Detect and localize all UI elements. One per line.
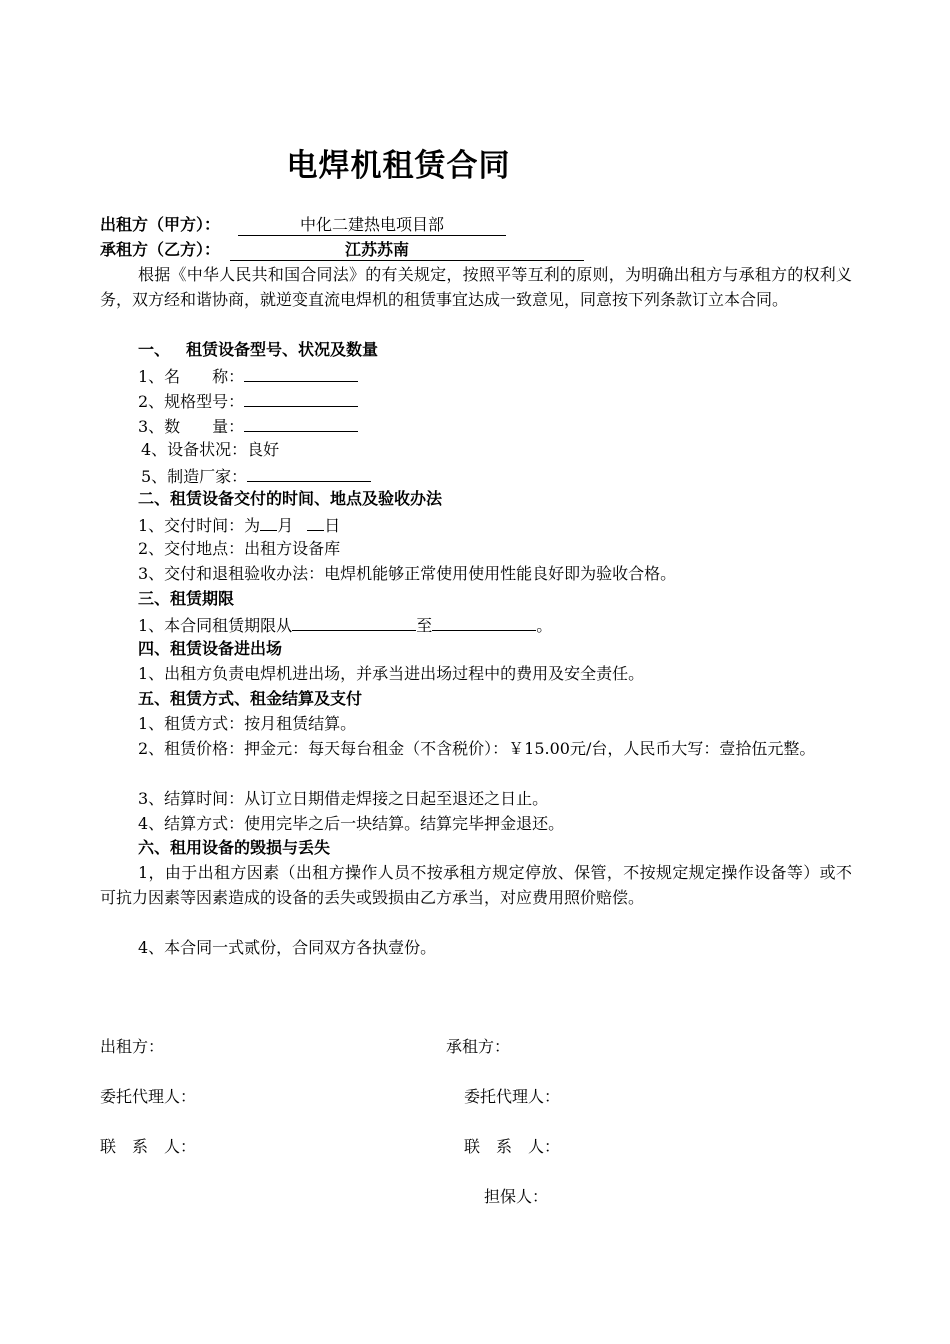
s5-item-price: 2、租赁价格：押金元：每天每台租金（不含税价）：￥15.00元/台，人民币大写：壹拾伍元整。	[138, 739, 816, 758]
s2-item-delivery-place: 2、交付地点：出租方设备库	[138, 539, 341, 558]
s1-item-model-text: 2、规格型号：	[138, 392, 245, 411]
lessee-value	[230, 239, 584, 261]
to-label: 至	[416, 616, 433, 635]
signature-contact-left: 联 系 人：	[100, 1137, 197, 1156]
lessor-label: 出租方（甲方）：	[100, 215, 221, 234]
lessor-value: 中化二建热电项目部	[238, 214, 506, 236]
signature-guarantor: 担保人：	[484, 1187, 549, 1206]
section-5-heading: 五、租赁方式、租金结算及支付	[138, 689, 363, 708]
s5-item-method: 1、租赁方式：按月租赁结算。	[138, 714, 357, 733]
s1-item-quantity-text: 3、数 量：	[138, 417, 245, 436]
month-label: 月	[277, 516, 294, 535]
blank-line	[244, 412, 358, 432]
section-2-heading: 二、租赁设备交付的时间、地点及验收办法	[138, 489, 443, 508]
section-1-title: 租赁设备型号、状况及数量	[186, 340, 379, 359]
s2-item-delivery-time	[138, 511, 340, 538]
blank-line	[244, 362, 358, 382]
signature-lessor: 出租方：	[100, 1037, 165, 1056]
section-3-heading: 三、租赁期限	[138, 589, 235, 608]
period-mark: 。	[536, 616, 553, 635]
s1-item-manufacturer	[141, 462, 371, 489]
signature-lessee: 承租方：	[446, 1037, 511, 1056]
day-label: 日	[324, 516, 341, 535]
section-6-heading: 六、租用设备的毁损与丢失	[138, 838, 331, 857]
blank-line	[307, 511, 324, 531]
s4-item-transport: 1、出租方负责电焊机进出场，并承当进出场过程中的费用及安全责任。	[138, 664, 645, 683]
blank-line	[292, 611, 416, 631]
s2-item-delivery-time-text: 1、交付时间：为	[138, 516, 261, 535]
lessee-label: 承租方（乙方）：	[100, 240, 221, 259]
blank-line	[432, 611, 536, 631]
blank-line	[244, 387, 358, 407]
lessor-line	[100, 212, 506, 237]
section-1-number: 一、	[138, 340, 171, 359]
signature-contact-right: 联 系 人：	[464, 1137, 561, 1156]
document-title: 电焊机租赁合同	[286, 148, 511, 184]
s1-item-name	[138, 362, 358, 389]
s1-item-condition: 4、设备状况：良好	[141, 440, 280, 459]
s1-item-model	[138, 387, 358, 414]
s1-item-quantity	[138, 412, 358, 439]
s1-item-name-text: 1、名 称：	[138, 367, 245, 386]
s1-item-manufacturer-text: 5、制造厂家：	[141, 467, 248, 486]
blank-line	[247, 462, 371, 482]
s3-item-term	[138, 611, 552, 638]
s6-item-loss: 1，由于出租方因素（出租方操作人员不按承租方规定停放、保管，不按规定规定操作设备等）或不可抗力因素等因素造成的设备的丢失或毁损由乙方承当，对应费用照价赔偿。	[100, 863, 852, 907]
lessee-line	[100, 237, 584, 262]
section-4-heading: 四、租赁设备进出场	[138, 639, 283, 658]
s5-item-settlement-time: 3、结算时间：从订立日期借走焊接之日起至退还之日止。	[138, 789, 549, 808]
lessee-value-text: 江苏苏南	[345, 240, 410, 259]
signature-agent-left: 委托代理人：	[100, 1087, 197, 1106]
s6-item-copies: 4、本合同一式贰份，合同双方各执壹份。	[138, 938, 437, 957]
section-1-heading	[138, 337, 378, 362]
preamble-paragraph: 根据《中华人民共和国合同法》的有关规定，按照平等互利的原则，为明确出租方与承租方的权利义务，双方经和谐协商，就逆变直流电焊机的租赁事宜达成一致意见，同意按下列条款订立本合同。	[100, 265, 852, 309]
s2-item-acceptance: 3、交付和退租验收办法：电焊机能够正常使用使用性能良好即为验收合格。	[138, 564, 677, 583]
s3-item-term-text: 1、本合同租赁期限从	[138, 616, 293, 635]
blank-line	[260, 511, 277, 531]
signature-agent-right: 委托代理人：	[464, 1087, 561, 1106]
s5-item-settlement-method: 4、结算方式：使用完毕之后一块结算。结算完毕押金退还。	[138, 814, 565, 833]
